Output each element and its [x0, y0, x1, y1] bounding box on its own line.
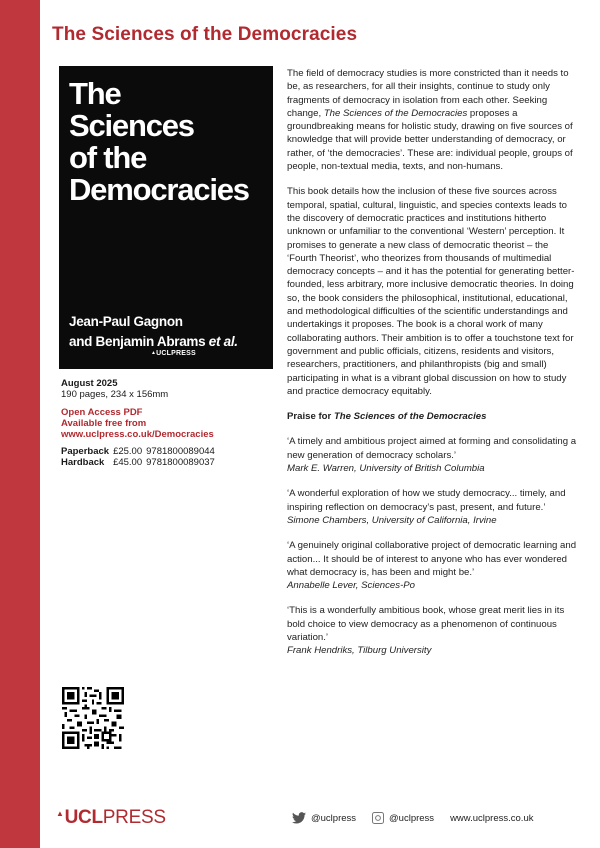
open-access-available: Available free from	[61, 418, 147, 429]
cover-publisher: ▲UCLPRESS	[151, 350, 196, 357]
format-price: £25.00	[113, 446, 143, 457]
cover-title	[69, 78, 269, 206]
praise-heading-prefix: Praise for	[287, 411, 334, 423]
logo-press: PRESS	[102, 807, 166, 828]
description-column	[287, 67, 577, 670]
website-link[interactable]	[450, 813, 533, 824]
description-paragraph	[287, 67, 577, 173]
praise-heading	[287, 410, 577, 423]
format-isbn: 9781800089037	[146, 457, 215, 468]
cover-publisher-text: UCLPRESS	[156, 350, 196, 357]
format-price: £45.00	[113, 457, 143, 468]
praise-quote	[287, 604, 577, 657]
twitter-link[interactable]	[292, 812, 356, 824]
description-text: The field of democracy studies is more constricted than it needs to be, as researchers, for all their insights, continue to study only fragments of democracy in isolation from each other. Seeking change,	[287, 68, 569, 119]
format-label: Hardback	[61, 457, 105, 468]
table-row	[61, 457, 219, 468]
instagram-handle: @uclpress	[389, 812, 435, 824]
open-access-link[interactable]: www.uclpress.co.uk/Democracies	[61, 429, 214, 440]
quote-source: Frank Hendriks, Tilburg University	[287, 645, 432, 657]
red-sidebar-bar	[0, 0, 40, 848]
instagram-icon	[372, 812, 384, 824]
table-row	[61, 446, 219, 457]
praise-quote	[287, 435, 577, 475]
quote-source: Simone Chambers, University of California, Irvine	[287, 514, 497, 526]
praise-quote	[287, 539, 577, 592]
logo-ucl: UCL	[64, 807, 103, 828]
praise-heading-title: The Sciences of the Democracies	[333, 411, 487, 423]
quote-source: Annabelle Lever, Sciences-Po	[287, 580, 415, 592]
open-access-block	[61, 407, 281, 440]
cover-title-line: of the	[69, 140, 147, 175]
quote-text: ‘A timely and ambitious project aimed at forming and consolidating a new generation of democracy scholars.’	[287, 436, 577, 461]
instagram-link[interactable]	[372, 812, 434, 824]
cover-author-line	[69, 332, 273, 352]
book-cover	[59, 66, 273, 369]
cover-title-line: Democracies	[69, 172, 249, 207]
twitter-icon	[292, 812, 306, 824]
cover-authors	[69, 312, 273, 352]
ucl-press-logo: ▲UCLPRESS	[56, 807, 166, 828]
website-url: www.uclpress.co.uk	[450, 812, 534, 824]
quote-text: ‘This is a wonderfully ambitious book, whose great merit lies in its bold choice to view democracy as a phenomenon of continuous variation.’	[287, 605, 565, 643]
description-text: proposes a groundbreaking means for holistic study, drawing on five sources of knowledge that will provide better understanding of democracy, or rather, of ‘the democracies’. These are: individual people, groups of people, non-textual media, texts, and non-humans.	[287, 107, 573, 173]
cover-title-line: The	[69, 76, 121, 111]
cover-author-names: and Benjamin Abrams	[69, 334, 206, 349]
footer-social	[292, 812, 549, 824]
formats-table	[61, 446, 219, 468]
page-title: The Sciences of the Democracies	[52, 24, 358, 45]
book-metadata	[61, 378, 281, 468]
book-details: 190 pages, 234 x 156mm	[61, 389, 169, 400]
description-paragraph: This book details how the inclusion of these five sources across temporal, spatial, cultural, linguistic, and species contexts leads to the discovery of democratic practices and institutions hitherto unknown or unfamiliar to the conventional ‘Western’ perception. It promises to generate a new class of democratic theorist – the ‘Fourth Theorist’, who theorizes from thousands of multimedial democracy concepts – and it has the potential for generating better-founded, less arbitrary, more inclusive democratic theories. In doing so, the book considers the philosophical, institutional, educational, and methodological difficulties of the scientific understandings and undertakings it proposes. The book is a choral work of many collaborating authors. Their ambition is to offer a touchstone text for government and public officials, citizens, residents and visitors, researchers, practitioners, and philanthropists (big and small) participating in what is a vibrant global discussion on how to study and practice democracy equitably.	[287, 186, 575, 397]
open-access-label: Open Access PDF	[61, 407, 143, 418]
cover-title-line: Sciences	[69, 108, 194, 143]
qr-code[interactable]	[62, 687, 124, 749]
quote-text: ‘A genuinely original collaborative project of democratic learning and action... It should be of interest to anyone who has ever wondered what democracy is, has been and might be.’	[287, 540, 577, 578]
cover-author-line: Jean-Paul Gagnon	[69, 314, 183, 329]
twitter-handle: @uclpress	[311, 812, 357, 824]
praise-quote	[287, 487, 577, 527]
format-isbn: 9781800089044	[146, 446, 215, 457]
quote-source: Mark E. Warren, University of British Columbia	[287, 463, 485, 475]
description-book-title: The Sciences of the Democracies	[323, 107, 468, 119]
publication-date: August 2025	[61, 378, 118, 389]
format-label: Paperback	[61, 446, 110, 457]
quote-text: ‘A wonderful exploration of how we study democracy... timely, and inspiring reflection on democracy’s past, present, and future.’	[287, 488, 566, 513]
cover-author-etal: et al.	[208, 334, 238, 349]
